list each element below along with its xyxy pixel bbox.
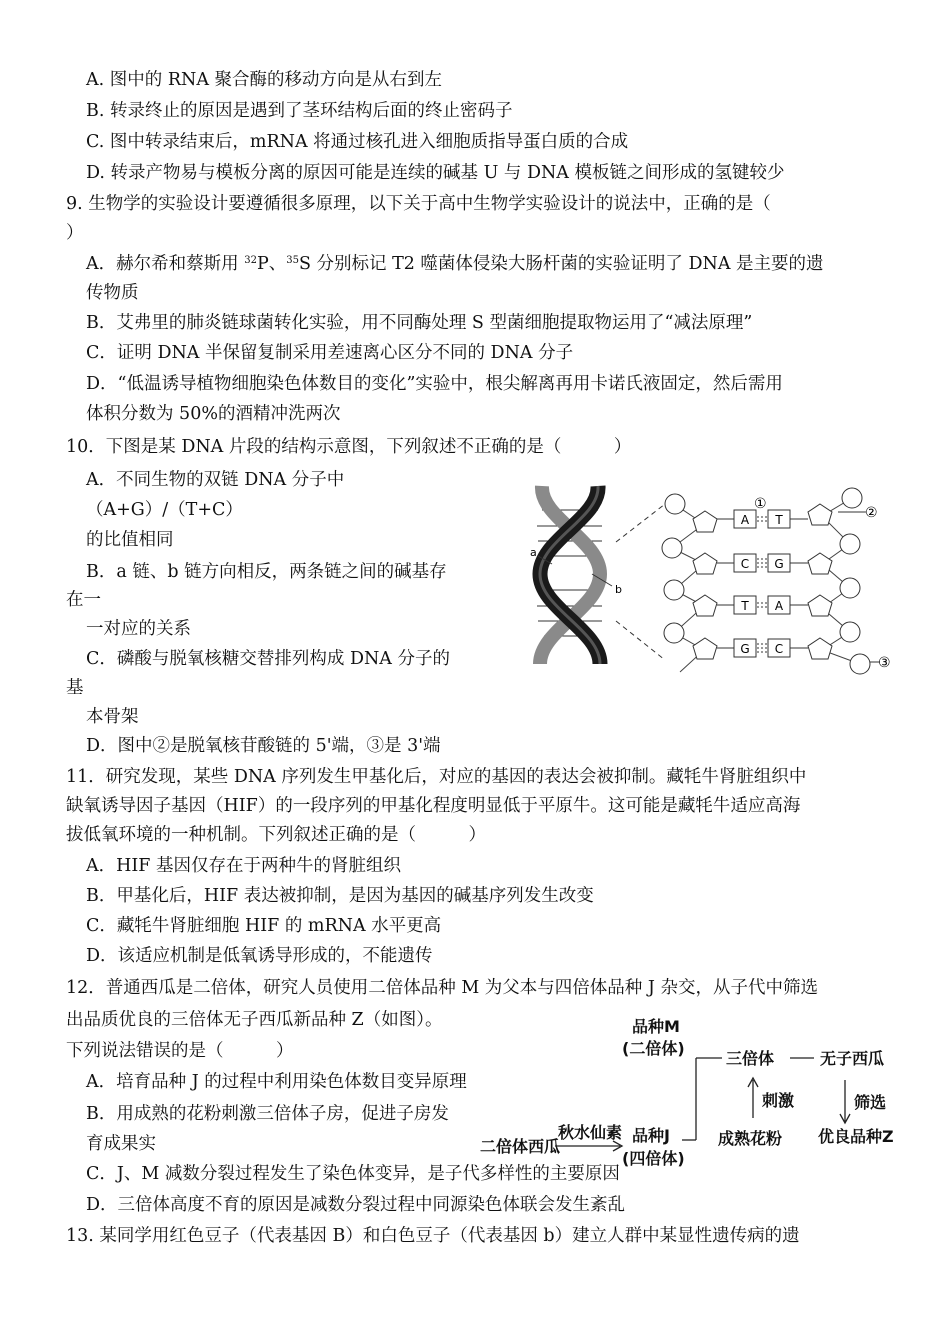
q10-stem: 10．下图是某 DNA 片段的结构示意图，下列叙述不正确的是（ ） (66, 437, 632, 457)
base-left-3: T (741, 599, 749, 613)
q9-option-a-cont: 传物质 (86, 283, 139, 303)
q10-option-c-cont: 基 (66, 678, 84, 698)
q10-option-b: B．a 链、b 链方向相反，两条链之间的碱基存 (86, 562, 447, 582)
q9-option-b: B．艾弗里的肺炎链球菌转化实验，用不同酶处理 S 型菌细胞提取物运用了“减法原理” (86, 313, 753, 333)
base-left-1: A (740, 513, 750, 527)
dna-structure-figure (520, 478, 895, 683)
q13-stem: 13. 某同学用红色豆子（代表基因 B）和白色豆子（代表基因 b）建立人群中某显性遗传病的遗 (66, 1226, 800, 1246)
base-left-4: G (740, 642, 750, 656)
fig-colchicine: 秋水仙素 (558, 1123, 623, 1142)
q8-option-a: A. 图中的 RNA 聚合酶的移动方向是从右到左 (86, 70, 443, 90)
q10-option-d: D．图中②是脱氧核苷酸链的 5'端，③是 3'端 (86, 736, 441, 756)
q9-option-c: C．证明 DNA 半保留复制采用差速离心区分不同的 DNA 分子 (86, 343, 574, 363)
q12-stem: 12．普通西瓜是二倍体，研究人员使用二倍体品种 M 为父本与四倍体品种 J 杂交，从子代中筛选 (66, 978, 818, 998)
q10-option-b-cont2: 一对应的关系 (86, 619, 191, 639)
base-left-2: C (740, 557, 750, 571)
q12-stem-cont2: 下列说法错误的是（ ） (66, 1041, 294, 1061)
label-a: a (530, 546, 537, 559)
q11-option-d: D．该适应机制是低氧诱导形成的，不能遗传 (86, 946, 433, 966)
q11-stem-cont: 缺氧诱导因子基因（HIF）的一段序列的甲基化程度明显低于平原牛。这可能是藏牦牛适应高海 (66, 796, 801, 816)
q10-option-c-cont2: 本骨架 (86, 707, 139, 727)
q8-option-b: B. 转录终止的原因是遇到了茎环结构后面的终止密码子 (86, 101, 513, 121)
q11-stem-cont2: 拔低氧环境的一种机制。下列叙述正确的是（ ） (66, 825, 486, 845)
q10-option-a-cont: （A+G）/（T+C） (86, 500, 243, 520)
marker-3: ③ (878, 655, 891, 671)
q9-stem: 9. 生物学的实验设计要遵循很多原理，以下关于高中生物学实验设计的说法中，正确的是（ (66, 194, 771, 214)
fig-variety-m: 品种M (632, 1017, 680, 1036)
q9-option-a: A．赫尔希和蔡斯用 $^{32}$P、$^{35}$S 分别标记 T2 噬菌体侵染大肠杆菌的实验证明了 DNA 是主要的遗 (86, 254, 824, 274)
q12-option-b-cont: 育成果实 (86, 1134, 156, 1154)
q10-option-a-cont2: 的比值相同 (86, 530, 174, 550)
q8-option-c: C. 图中转录结束后，mRNA 将通过核孔进入细胞质指导蛋白质的合成 (86, 132, 629, 152)
q9-option-d: D．“低温诱导植物细胞染色体数目的变化”实验中，根尖解离再用卡诺氏液固定，然后需用 (86, 374, 783, 394)
base-right-1: T (775, 513, 783, 527)
fig-mature-pollen: 成熟花粉 (718, 1129, 783, 1148)
fig-diploid-melon: 二倍体西瓜 (480, 1137, 561, 1156)
base-right-2: G (774, 557, 784, 571)
q11-option-b: B．甲基化后，HIF 表达被抑制，是因为基因的碱基序列发生改变 (86, 886, 594, 906)
fig-variety-z: 优良品种Z (818, 1127, 894, 1146)
fig-triploid: 三倍体 (726, 1049, 775, 1068)
q12-stem-cont: 出品质优良的三倍体无子西瓜新品种 Z（如图）。 (66, 1010, 443, 1030)
q12-option-c: C．J、M 减数分裂过程发生了染色体变异，是子代多样性的主要原因 (86, 1164, 620, 1184)
marker-2: ② (865, 505, 878, 521)
fig-variety-j: 品种J (632, 1126, 670, 1145)
fig-tetraploid-label: (四倍体) (622, 1149, 685, 1168)
base-right-4: C (774, 642, 784, 656)
q12-option-b: B．用成熟的花粉刺激三倍体子房，促进子房发 (86, 1104, 449, 1124)
base-right-3: A (774, 599, 784, 613)
q9-option-d-cont: 体积分数为 50%的酒精冲洗两次 (86, 404, 341, 424)
q11-stem: 11．研究发现，某些 DNA 序列发生甲基化后，对应的基因的表达会被抑制。藏牦牛肾脏组织中 (66, 767, 807, 787)
watermelon-breeding-figure (470, 1010, 900, 1170)
q10-option-c: C．磷酸与脱氧核糖交替排列构成 DNA 分子的 (86, 649, 450, 669)
double-helix (530, 486, 622, 664)
label-b: b (615, 583, 622, 596)
fig-seedless-melon: 无子西瓜 (820, 1049, 885, 1068)
q10-option-b-cont: 在一 (66, 590, 101, 610)
q11-option-a: A．HIF 基因仅存在于两种牛的肾脏组织 (86, 856, 402, 876)
fig-select: 筛选 (854, 1093, 887, 1112)
q10-option-a: A．不同生物的双链 DNA 分子中 (86, 470, 345, 490)
q9-stem-cont: ） (66, 223, 84, 243)
marker-1: ① (754, 496, 767, 512)
q12-option-a: A．培育品种 J 的过程中利用染色体数目变异原理 (86, 1072, 467, 1092)
fig-stimulate: 刺激 (762, 1091, 795, 1110)
q11-option-c: C．藏牦牛肾脏细胞 HIF 的 mRNA 水平更高 (86, 916, 442, 936)
q8-option-d: D. 转录产物易与模板分离的原因可能是连续的碱基 U 与 DNA 模板链之间形成的氢键较少 (86, 163, 785, 183)
fig-diploid-label: (二倍体) (622, 1039, 685, 1058)
q12-option-d: D．三倍体高度不育的原因是减数分裂过程中同源染色体联会发生紊乱 (86, 1195, 626, 1215)
